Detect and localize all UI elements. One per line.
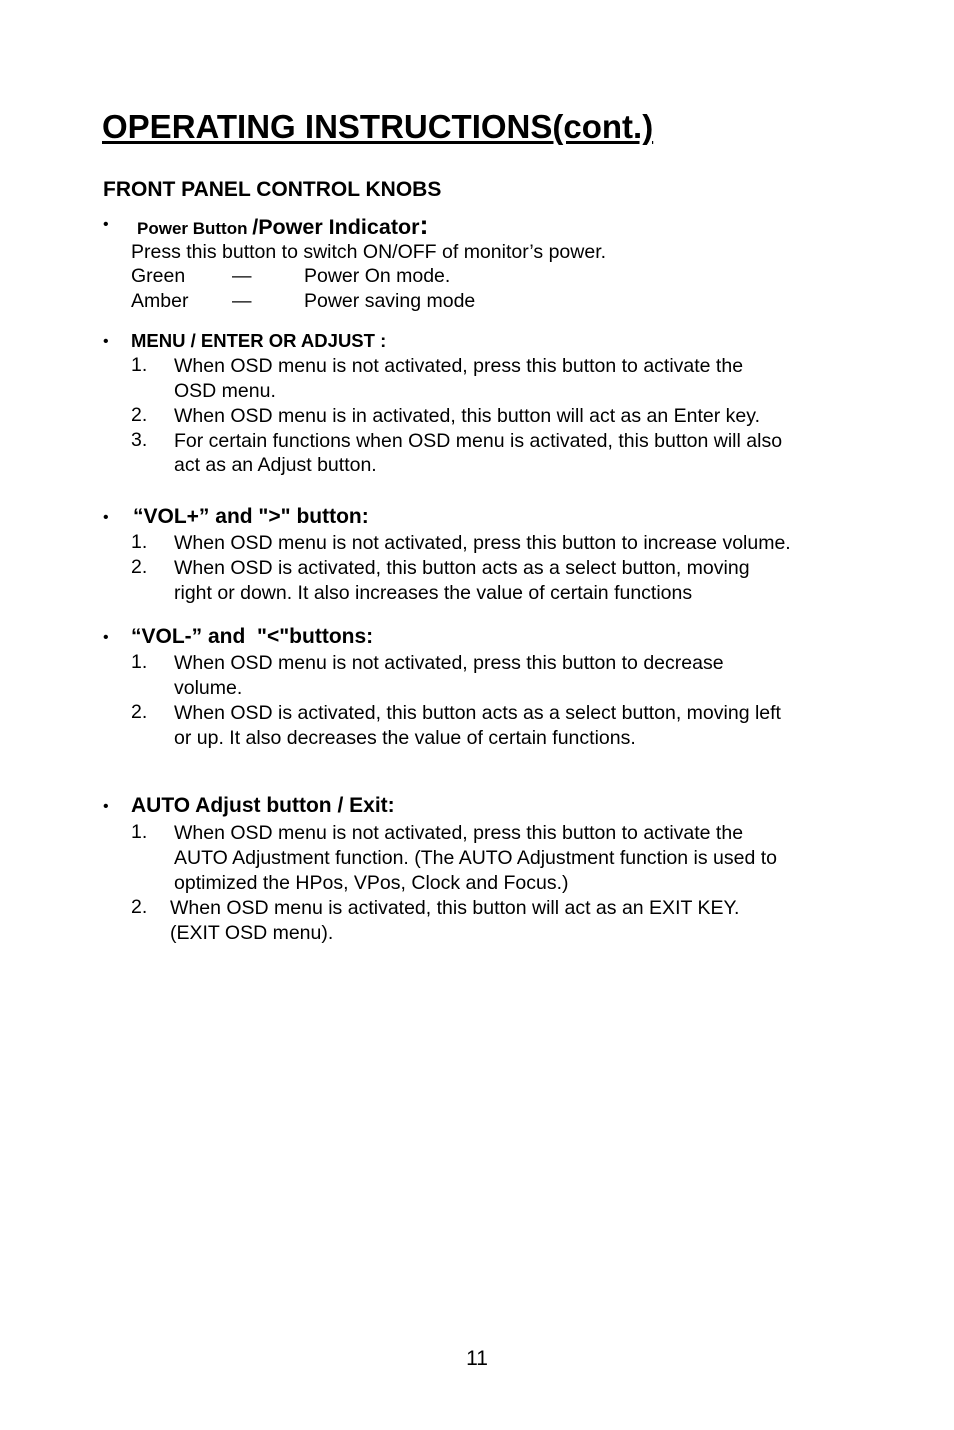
- list-item-line: When OSD menu is not activated, press this button to increase volume.: [174, 532, 791, 554]
- power-title-colon: :: [419, 210, 429, 240]
- list-item-line: When OSD is activated, this button acts as a select button, moving: [174, 557, 750, 579]
- list-item-line: or up. It also decreases the value of certain functions.: [174, 727, 636, 749]
- list-item-line: right or down. It also increases the value of certain functions: [174, 582, 693, 604]
- list-item-line: When OSD menu is in activated, this button will act as an Enter key.: [174, 405, 760, 427]
- list-item-line: AUTO Adjustment function. (The AUTO Adjustment function is used to: [174, 847, 777, 869]
- power-mode-color: Amber: [131, 290, 189, 312]
- list-item-line: When OSD menu is not activated, press this button to activate the: [174, 355, 744, 377]
- power-title-small: Power Button: [137, 219, 253, 238]
- page-number: 11: [466, 1347, 488, 1370]
- list-item-line: volume.: [174, 677, 243, 699]
- power-mode-label: Power saving mode: [304, 290, 476, 312]
- menu-title: MENU / ENTER OR ADJUST :: [131, 330, 387, 351]
- list-number: 1.: [131, 651, 148, 673]
- bullet-icon: •: [103, 798, 109, 815]
- power-mode-color: Green: [131, 265, 186, 287]
- list-item-line: act as an Adjust button.: [174, 454, 377, 476]
- bullet-icon: •: [103, 509, 109, 526]
- bullet-icon: •: [103, 629, 109, 646]
- section-heading: FRONT PANEL CONTROL KNOBS: [103, 178, 442, 201]
- vol-minus-title: “VOL-” and "<"buttons:: [131, 625, 374, 648]
- vol-plus-title: “VOL+” and ">" button:: [133, 505, 369, 528]
- list-number: 1.: [131, 354, 148, 376]
- list-number: 2.: [131, 896, 148, 918]
- list-number: 3.: [131, 429, 148, 451]
- list-number: 2.: [131, 701, 148, 723]
- power-mode-dash: —: [232, 265, 252, 287]
- bullet-icon: •: [103, 333, 109, 350]
- power-title: [137, 210, 428, 241]
- list-number: 2.: [131, 556, 148, 578]
- list-item-line: optimized the HPos, VPos, Clock and Focus.): [174, 872, 569, 894]
- bullet-icon: •: [103, 216, 109, 233]
- list-number: 1.: [131, 821, 148, 843]
- list-number: 1.: [131, 531, 148, 553]
- list-item-line: When OSD menu is not activated, press this button to activate the: [174, 822, 744, 844]
- list-item-line: When OSD is activated, this button acts as a select button, moving left: [174, 702, 781, 724]
- power-description: Press this button to switch ON/OFF of monitor’s power.: [131, 241, 607, 263]
- page-title: OPERATING INSTRUCTIONS(cont.): [102, 108, 654, 145]
- list-item-line: (EXIT OSD menu).: [170, 922, 334, 944]
- list-item-line: OSD menu.: [174, 380, 276, 402]
- list-item-line: When OSD menu is activated, this button will act as an EXIT KEY.: [170, 897, 740, 919]
- auto-title: AUTO Adjust button / Exit:: [131, 794, 395, 817]
- list-number: 2.: [131, 404, 148, 426]
- power-title-large: /Power Indicator: [252, 215, 420, 239]
- power-mode-dash: —: [232, 290, 252, 312]
- power-mode-label: Power On mode.: [304, 265, 451, 287]
- list-item-line: For certain functions when OSD menu is activated, this button will also: [174, 430, 783, 452]
- list-item-line: When OSD menu is not activated, press this button to decrease: [174, 652, 724, 674]
